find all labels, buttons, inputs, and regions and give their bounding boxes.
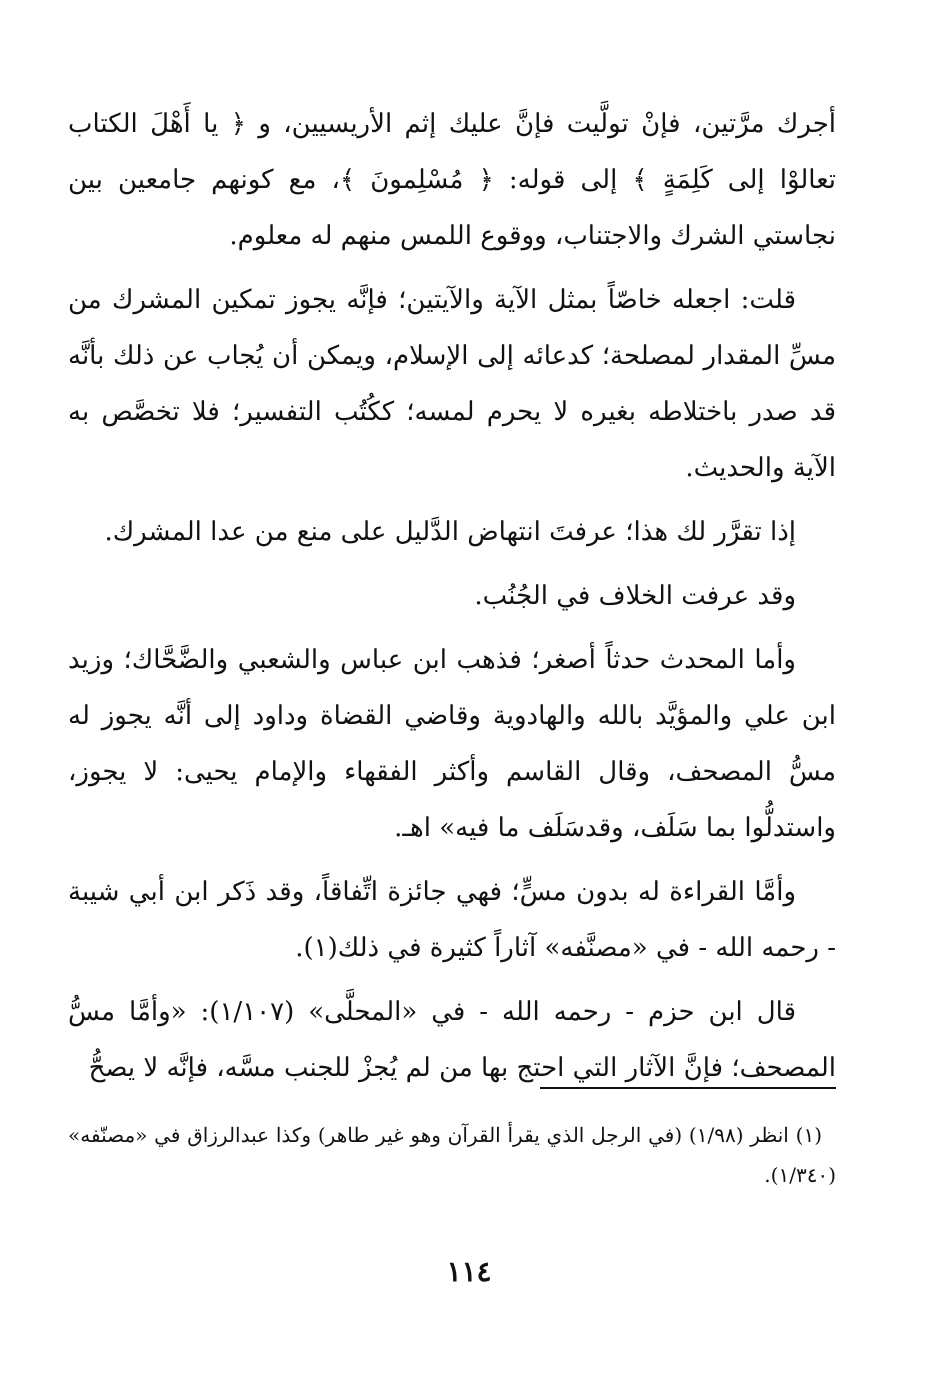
footnote-1: (١) انظر (١/٩٨) (في الرجل الذي يقرأ القرآن وهو غير طاهر) وكذا عبدالرزاق في «مصنّفه» (١/٣٤٠).: [68, 1123, 836, 1187]
footnote-divider: [540, 1087, 836, 1089]
paragraph-7: قال ابن حزم - رحمه الله - في «المحلَّى» (١/١٠٧): «وأمَّا مسُّ المصحف؛ فإنَّ الآثار التي احتج بها من لم يُجزْ للجنب مسَّه، فإنَّه لا يصحُّ: [68, 997, 836, 1083]
paragraph-5: وأما المحدث حدثاً أصغر؛ فذهب ابن عباس والشعبي والضَّحَّاك؛ وزيد ابن علي والمؤيَّد بالله والهادوية وقاضي القضاة وداود إلى أنَّه يجوز له مسُّ المصحف، وقال القاسم وأكثر الفقهاء والإمام يحيى: لا يجوز، واستدلُّوا بما سَلَف، وقدسَلَف ما فيه» اهـ.: [68, 645, 836, 843]
footnotes: [68, 1115, 836, 1195]
page-number: ١١٤: [446, 1255, 492, 1288]
paragraph-6: وأمَّا القراءة له بدون مسٍّ؛ فهي جائزة اتِّفاقاً، وقد ذَكر ابن أبي شيبة - رحمه الله - في «مصنَّفه» آثاراً كثيرة في ذلك(١).: [68, 877, 836, 963]
page-body: [68, 96, 836, 1104]
paragraph-4: وقد عرفت الخلاف في الجُنُب.: [474, 581, 796, 611]
paragraph-3: إذا تقرَّر لك هذا؛ عرفتَ انتهاض الدَّليل على منع من عدا المشرك.: [104, 517, 796, 547]
paragraph-2: قلت: اجعله خاصّاً بمثل الآية والآيتين؛ فإنَّه يجوز تمكين المشرك من مسِّ المقدار لمصلحة؛ كدعائه إلى الإسلام، ويمكن أن يُجاب عن ذلك بأنَّه قد صدر باختلاطه بغيره لا يحرم لمسه؛ ككُتُب التفسير؛ فلا تخصَّص به الآية والحديث.: [68, 285, 836, 483]
paragraph-1: أجرك مرَّتين، فإنْ تولَّيت فإنَّ عليك إثم الأريسيين، و ﴿ يا أَهْلَ الكتاب تعالوْا إلى كَلِمَةٍ ﴾ إلى قوله: ﴿ مُسْلِمونَ ﴾، مع كونهم جامعين بين نجاستي الشرك والاجتناب، ووقوع اللمس منهم له معلوم.: [68, 109, 836, 251]
